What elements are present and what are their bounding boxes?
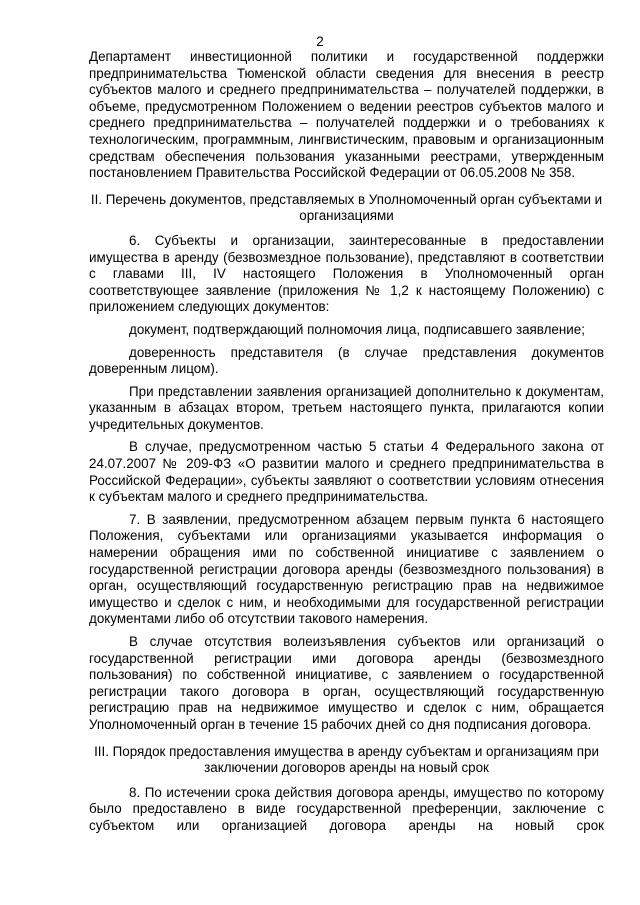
paragraph-law-reference: В случае, предусмотренном частью 5 статьи 4 Федерального закона от 24.07.2007 № 209-ФЗ «О развитии малого и среднего предпринимательства в Российской Федерации», субъекты заявляют о соответствии условиям отнесения к субъектам малого и среднего предпринимательства. [89,439,604,505]
paragraph-8: 8. По истечении срока действия договора аренды, имущество по которому было предоставлено в виде государственной преференции, заключение с субъектом или организацией договора аренды на новый срок [89,784,604,833]
paragraph-doc-authority: документ, подтверждающий полномочия лица, подписавшего заявление; [129,321,585,337]
paragraph-no-intent: В случае отсутствия волеизъявления субъектов или организаций о государственной регистрации ими договора аренды (безвозмездного пользования) по собственной инициативе, с заявлением о государственной регистрации такого договора в орган, осуществляющий государственную регистрацию прав на недвижимое имущество и сделок с ним, обращается Уполномоченный орган в течение 15 рабочих дней со дня подписания договора. [89,634,604,732]
paragraph-6: 6. Субъекты и организации, заинтересованные в предоставлении имущества в аренду (безвозмездное пользование), представляют в соответствии с главами III, IV настоящего Положения в Уполномоченный орган соответствующее заявление (приложения № 1,2 к настоящему Положению) с приложением следующих документов: [89,232,604,315]
section-heading-3: III. Порядок предоставления имущества в аренду субъектам и организациям при заключении договоров аренды на новый срок [94,743,599,776]
paragraph-7: 7. В заявлении, предусмотренном абзацем первым пункта 6 настоящего Положения, субъектами или организациями указывается информация о намерении обращения ими по собственной инициативе с заявлением о государственной регистрации договора аренды (безвозмездного пользования) в орган, осуществляющий государственную регистрацию прав на недвижимое имущество и сделок с ним, и необходимыми для государственной регистрации документами либо об отсутствии такового намерения. [89,511,604,627]
paragraph-organization-docs: При представлении заявления организацией дополнительно к документам, указанным в абзацах втором, третьем настоящего пункта, прилагаются копии учредительных документов. [89,383,604,432]
paragraph-intro: Департамент инвестиционной политики и государственной поддержки предпринимательства Тюменской области сведения для внесения в реестр субъектов малого и среднего предпринимательства – получателей поддержки, в объеме, предусмотренном Положением о ведении реестров субъектов малого и среднего предпринимательства – получателей поддержки и о требованиях к технологическим, программным, лингвистическим, правовым и организационным средствам обеспечения пользования указанными реестрами, утвержденным постановлением Правительства Российской Федерации от 06.05.2008 № 358. [89,49,604,181]
paragraph-doc-power-of-attorney: доверенность представителя (в случае представления документов доверенным лицом). [89,344,604,377]
page-number: 2 [316,34,324,49]
document-body [89,49,604,835]
section-heading-2: II. Перечень документов, представляемых в Уполномоченный орган субъектами и организациями [90,191,603,224]
